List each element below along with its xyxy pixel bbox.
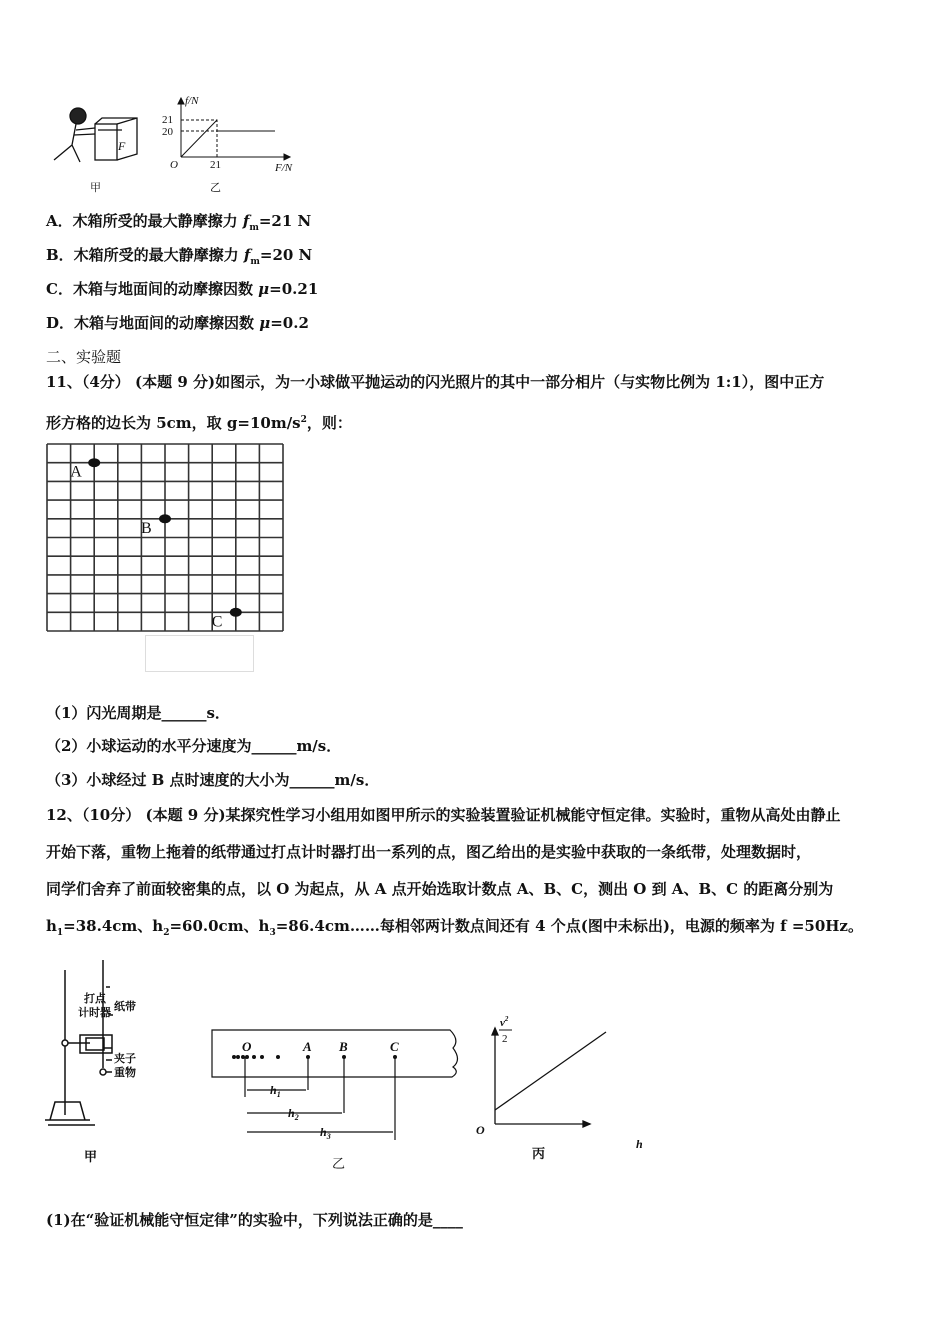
energy-graph [492,1028,606,1127]
point-a: A [303,1039,312,1054]
point-b: B [339,1039,348,1054]
fig-jia-caption: 甲 [84,1149,98,1164]
q12-text-line1: 12、（10分） (本题 9 分)某探究性学习小组用如图甲所示的实验装置验证机械能守恒定律。实验时，重物从高处由静止 [46,806,841,824]
q11-sub1: （1）闪光周期是______s． [46,704,230,722]
origin-label: O [476,1123,485,1137]
y-axis-label: f/N [185,95,199,107]
x-tick-21: 21 [210,159,221,171]
fig-yi-caption: 乙 [210,182,221,194]
y-tick-20: 20 [162,126,173,138]
section-title: 二、实验题 [46,348,122,366]
v2-h-line [495,1032,606,1110]
clip-label: 夹子 [114,1053,136,1065]
option-b: B．木箱所受的最大静摩擦力 $f_m=20$ N [46,246,313,267]
weight-label: 重物 [114,1067,136,1079]
ball-position-a [88,458,100,467]
y-tick-21: 21 [162,114,173,126]
friction-graph [178,98,290,160]
ball-position-c [230,608,242,617]
point-label-a: A [70,463,82,481]
h2-label: $h_2$ [288,1106,299,1122]
q12-sub1: (1)在“验证机械能守恒定律”的实验中，下列说法正确的是____ [46,1211,463,1229]
static-friction-line [181,120,217,157]
point-o: O [242,1039,252,1054]
q12-figures [40,960,660,1180]
point-label-c: C [211,613,223,631]
q12-text-line2: 开始下落，重物上拖着的纸带通过打点计时器打出一系列的点，图乙给出的是实验中获取的一条纸带，处理数据时， [46,843,812,861]
q11-sub2: （2）小球运动的水平分速度为______m/s． [46,737,342,755]
q12-text-line4: $h_1=38.4cm$、$h_2=60.0cm$、$h_3=86.4cm\dots\dots$每相邻两计数点间还有 4 个点(图中未标出)，电源的频率为 f =50Hz。 [46,917,863,938]
point-label-b: B [141,519,152,537]
option-a: A．木箱所受的最大静摩擦力 $f_m=21$ N [46,212,312,233]
fig-jia-caption: 甲 [90,182,101,194]
flash-photo-grid [46,443,286,635]
point-c: C [390,1039,399,1054]
q11-text-line2: 形方格的边长为 5cm，取 $g=10m/s^2$，则： [46,414,352,432]
timer-label-1: 打点 [84,993,106,1005]
y-axis-num: $v^2$ [500,1015,509,1029]
option-c: C．木箱与地面间的动摩擦因数 μ=0.21 [46,280,319,298]
person-pushing-box-illustration [54,108,137,162]
x-axis-label: F/N [275,162,293,174]
q10-figure [40,90,310,200]
option-d: D．木箱与地面间的动摩擦因数 μ=0.2 [46,314,309,332]
q11-text-line1: 11、（4分） (本题 9 分)如图示，为一小球做平抛运动的闪光照片的其中一部分相片（与实物比例为 1:1），图中正方 [46,373,825,391]
timer-label-2: 计时器 [78,1007,111,1019]
y-axis-den: 2 [502,1033,508,1045]
tape-label: 纸带 [114,1001,136,1013]
ball-position-b [159,514,171,523]
h1-label: $h_1$ [270,1083,281,1099]
fig-yi-caption: 乙 [332,1156,346,1171]
x-axis-label: h [636,1137,643,1151]
apparatus-illustration [45,960,113,1125]
blank-box [145,635,254,672]
q12-text-line3: 同学们舍弃了前面较密集的点，以 O 为起点，从 A 点开始选取计数点 A、B、C，测出 O 到 A、B、C 的距离分别为 [46,880,834,898]
q11-sub3: （3）小球经过 B 点时速度的大小为______m/s． [46,771,380,789]
origin-label: O [170,159,178,171]
fig-bing-caption: 丙 [532,1146,546,1161]
force-label: F [118,139,126,153]
h3-label: $h_3$ [320,1125,331,1141]
